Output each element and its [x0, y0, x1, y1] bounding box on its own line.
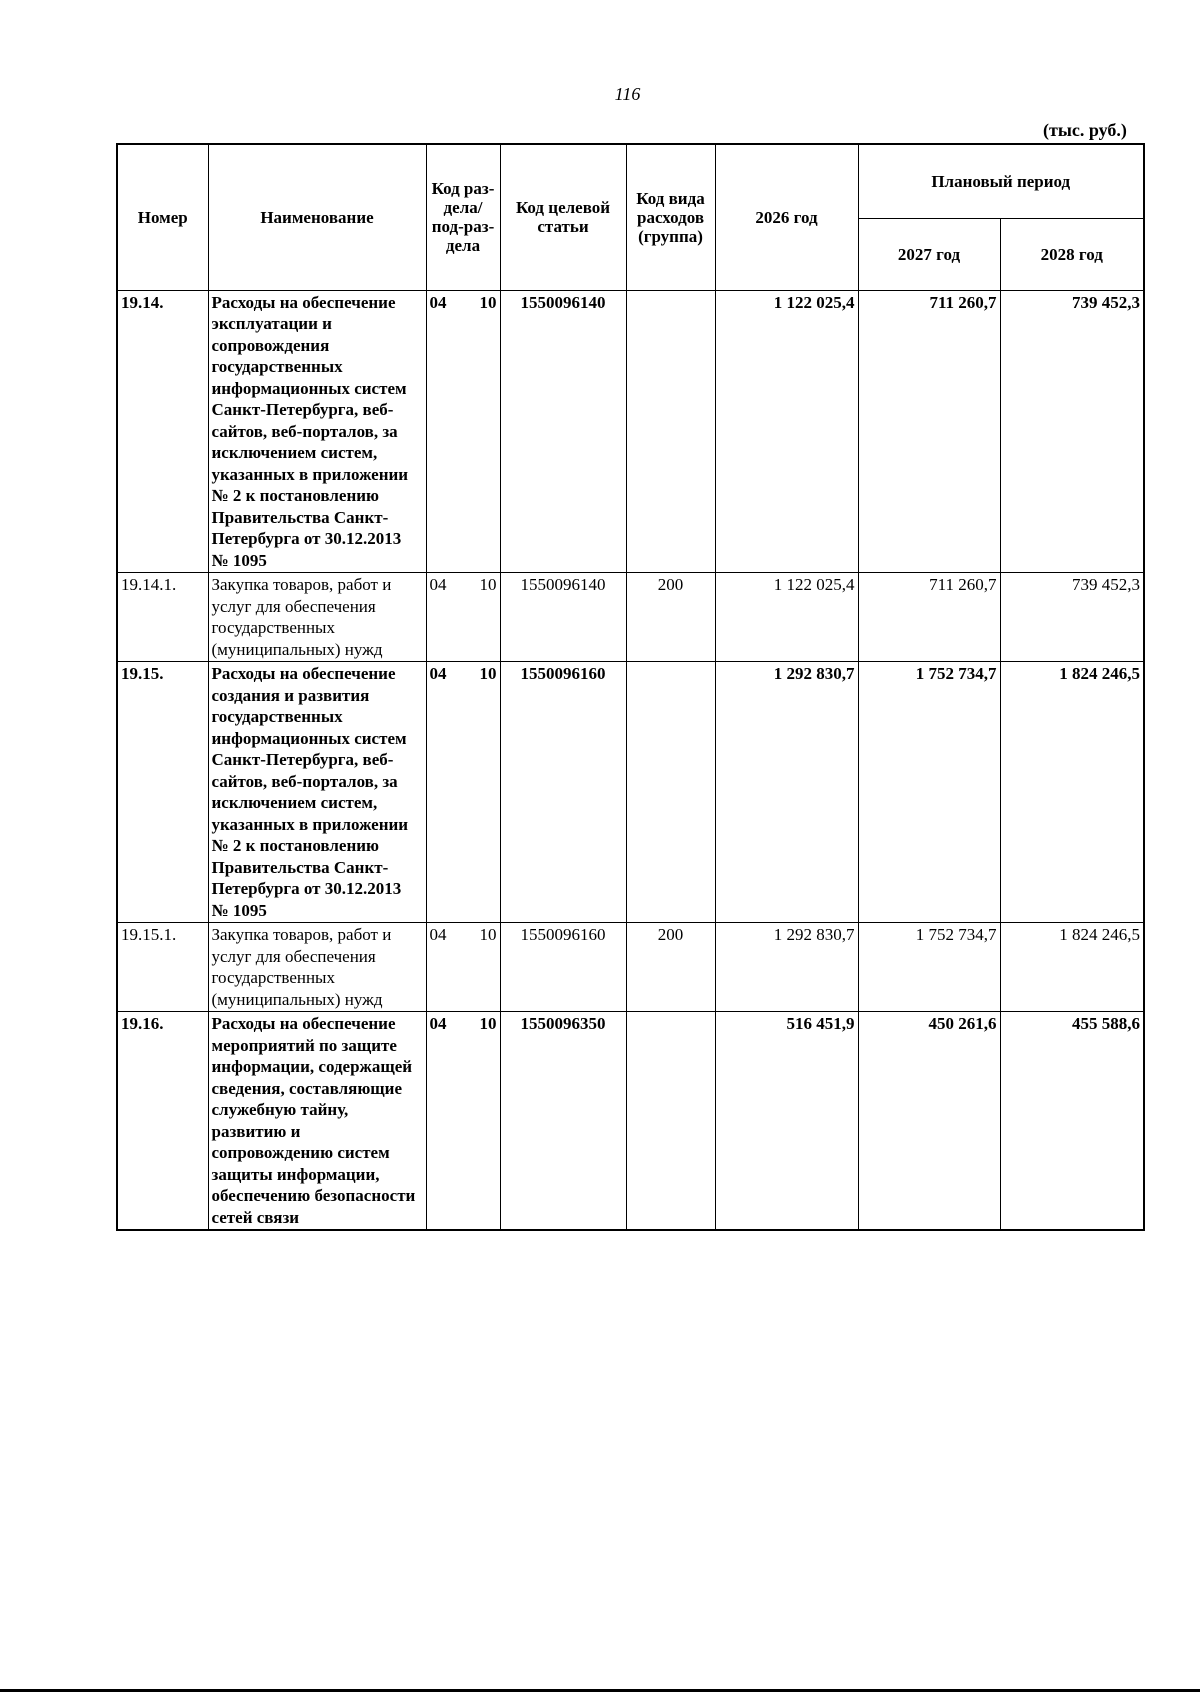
cell-section-code [426, 662, 500, 923]
header-planned-period: Плановый период [858, 144, 1144, 218]
subsection-code: 10 [479, 575, 497, 594]
cell-name: Расходы на обеспечение эксплуатации и сопровождения государственных информационных систем Санкт-Петербурга, веб-сайтов, веб-порталов, за исключением систем, указанных в приложении № 2 к постановлению Правительства Санкт-Петербурга от 30.12.2013 № 1095 [208, 290, 426, 573]
cell-2027: 711 260,7 [858, 573, 1000, 662]
cell-number: 19.14. [117, 290, 208, 573]
cell-2026: 1 292 830,7 [715, 662, 858, 923]
cell-2027: 1 752 734,7 [858, 662, 1000, 923]
cell-name: Закупка товаров, работ и услуг для обеспечения государственных (муниципальных) нужд [208, 923, 426, 1012]
cell-section-code [426, 573, 500, 662]
cell-2028: 739 452,3 [1000, 573, 1144, 662]
table-row [117, 573, 1144, 662]
cell-2026: 1 122 025,4 [715, 573, 858, 662]
table-row [117, 290, 1144, 573]
header-year-2027: 2027 год [858, 218, 1000, 290]
cell-number: 19.15.1. [117, 923, 208, 1012]
header-name: Наименование [208, 144, 426, 290]
cell-expense-type: 200 [626, 573, 715, 662]
budget-table [116, 143, 1145, 1231]
cell-section-code [426, 290, 500, 573]
cell-expense-type [626, 1012, 715, 1231]
cell-expense-type: 200 [626, 923, 715, 1012]
header-year-2028: 2028 год [1000, 218, 1144, 290]
cell-target-code: 1550096350 [500, 1012, 626, 1231]
table-row [117, 923, 1144, 1012]
cell-section-code [426, 923, 500, 1012]
page-number: 116 [614, 84, 641, 104]
header-year-2026: 2026 год [715, 144, 858, 290]
cell-target-code: 1550096160 [500, 662, 626, 923]
subsection-code: 10 [479, 292, 497, 312]
section-code: 04 [429, 664, 447, 683]
cell-section-code [426, 1012, 500, 1231]
section-code: 04 [429, 292, 447, 312]
table-row [117, 662, 1144, 923]
header-target-code: Код целевой статьи [500, 144, 626, 290]
cell-target-code: 1550096160 [500, 923, 626, 1012]
cell-2027: 450 261,6 [858, 1012, 1000, 1231]
section-code: 04 [429, 575, 447, 594]
table-row [117, 1012, 1144, 1231]
cell-2028: 739 452,3 [1000, 290, 1144, 573]
table-body [117, 290, 1144, 1230]
subsection-code: 10 [479, 1014, 497, 1033]
cell-number: 19.14.1. [117, 573, 208, 662]
cell-2028: 1 824 246,5 [1000, 662, 1144, 923]
header-number: Номер [117, 144, 208, 290]
subsection-code: 10 [479, 664, 497, 683]
cell-expense-type [626, 290, 715, 573]
units-label: (тыс. руб.) [1043, 120, 1127, 140]
cell-2027: 711 260,7 [858, 290, 1000, 573]
cell-2026: 1 292 830,7 [715, 923, 858, 1012]
section-code: 04 [429, 1014, 447, 1033]
header-expense-type: Код вида расходов (группа) [626, 144, 715, 290]
subsection-code: 10 [479, 925, 497, 944]
cell-name: Закупка товаров, работ и услуг для обеспечения государственных (муниципальных) нужд [208, 573, 426, 662]
page-bottom-rule [0, 1689, 1200, 1692]
cell-name: Расходы на обеспечение создания и развития государственных информационных систем Санкт-Петербурга, веб-сайтов, веб-порталов, за исключением систем, указанных в приложении № 2 к постановлению Правительства Санкт-Петербурга от 30.12.2013 № 1095 [208, 662, 426, 923]
cell-2028: 1 824 246,5 [1000, 923, 1144, 1012]
cell-target-code: 1550096140 [500, 573, 626, 662]
cell-name: Расходы на обеспечение мероприятий по защите информации, содержащей сведения, составляющие служебную тайну, развитию и сопровождению систем защиты информации, обеспечению безопасности сетей связи [208, 1012, 426, 1231]
cell-2026: 516 451,9 [715, 1012, 858, 1231]
cell-target-code: 1550096140 [500, 290, 626, 573]
section-code: 04 [429, 925, 447, 944]
cell-2028: 455 588,6 [1000, 1012, 1144, 1231]
cell-2026: 1 122 025,4 [715, 290, 858, 573]
cell-number: 19.16. [117, 1012, 208, 1231]
cell-number: 19.15. [117, 662, 208, 923]
cell-expense-type [626, 662, 715, 923]
header-section-code: Код раз-дела/ под-раз-дела [426, 144, 500, 290]
cell-2027: 1 752 734,7 [858, 923, 1000, 1012]
